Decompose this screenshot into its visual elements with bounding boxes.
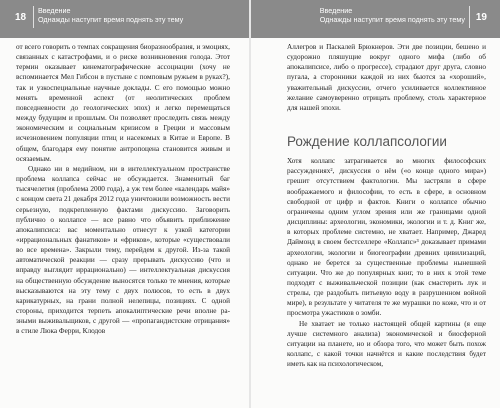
- running-header-chapter: Однажды наступит время поднять эту тему: [319, 15, 465, 24]
- paragraph: от всего говорить о темпах сокращения биоразнообразия, и эмоциях, связанных с катастрофами, и о риске возникновения голода. Этот термин оказывает кинематографические ассоциации (хочу не вспоминается Мел Гибсон в пустыне с помповым ружьем в руках?), так и узкоспециальные научные доклады. С его помощью можно менять временной аспект (от неолитических проблем повседневности до геологических эпох) и легко перемещаться между будущим и прошлым. Он позволяет проследить связь между экономическим и социальным кризисом в Греции и массовым исчезновением популяции птиц и насекомых в Китае и Европе. В общем, благодаря ему понятие антропоцена становится живым и осязаемым.: [16, 43, 230, 163]
- running-header-section: Введение: [38, 6, 71, 15]
- paragraph: Не хватает не только настоящей общей картины (я еще лучше системного анализа) экономической и биосферной ситуации на планете, но и обзора того, что может быть похож коллапс, с какой точки начнётся и какие последствия будет иметь как на психологическом,: [287, 319, 486, 369]
- running-header-chapter: Однажды наступит время поднять эту тему: [38, 15, 184, 24]
- right-page-header: [251, 0, 500, 38]
- paragraph: Хотя коллапс затрагивается во многих философских рассуждениях², дискуссия о нём («о конце одного мира») грешит отсутствием фактологии. Мы застряли в сфере воображаемого и философии, то есть в сфере, в основном свободной от цифр и фактов. Книги о коллапсе обычно ограничены одним углом зрения или же границами одной дисциплины: археологии, экономики, экологии и т. д. Книг же, в которых проблеме системно, не хватает. Например, Джаред Даймонд в своем бестселлере «Коллапс»³ доказывает примами археологии, экологии и биогеографии древних цивилизаций, однако не берется за существенные проблемы нынешней ситуации. Что же до популярных книг, то в них к этой теме подходят с выживальческой позиции (как смастерить лук и стрелы, где раздобыть питьевую воду в разрушенном войной мире), в результате у читателя те же мурашки по коже, что и от просмотра ужастиков о зомби.: [287, 157, 486, 318]
- right-page: [251, 0, 500, 408]
- paragraph: Аллегров и Паскалей Брюкнеров. Эти две позиции, бешено и судорожно пляшущие вокруг одного мифа (либо об апокалипсисе, либо о прогрессе), страдают друг друга, словно пугала, а сторонники каждой из них бьются за «хороший», уважительный дискуссии, отчего усиливается коллективное желание самоуверенно отрицать проблему, столь характерное для нашей эпохи.: [287, 43, 486, 112]
- section-title: Рождение коллапсологии: [287, 134, 447, 150]
- running-header-left: [38, 6, 183, 24]
- left-page-header: [0, 0, 249, 38]
- running-header-right: [320, 6, 465, 24]
- right-page-number: 19: [475, 12, 487, 23]
- header-divider: [33, 6, 34, 28]
- running-header-section: Введение: [319, 6, 353, 15]
- right-page-text: [287, 42, 486, 369]
- left-page-number: 18: [15, 12, 27, 23]
- left-page: [0, 0, 249, 408]
- left-page-text: [16, 42, 230, 337]
- paragraph: Однако ни в медийном, ни в интеллектуальном пространстве проблема коллапса сейчас не обсуждается. Знаменитый баг тысячелетия (проблема 2000 года), а уж тем более «календарь майя» с концом света 21 декабря 2012 года уничтожили возможность вести серьезную, подкрепленную фактами дискуссию. Заговорить публично о коллапсе — все равно что объявить приближение апокалипсиса: вас моментально отнесут к узкой категории «иррациональных фанатиков» и «фриков», которые «существовали во все времена». Закрыли тему, перейдем к другой. Из-за такой автоматической реакции — сразу прерывать дискуссию (что и вправду выглядит иррационально) — интеллектуальная дискуссия на общественную обсуждение выносятся только те мнения, которые высказываются на эту тему с двух полюсов, то есть в двух карикатурных, на грани полной нелепицы, позициях. С одной стороны, приходится терпеть апокалиптические речи вполне разными выживальщиков, с другой — «пропагандистские отрицания» в стиле Люка Ферри, Клодов: [16, 164, 230, 336]
- header-divider: [469, 6, 470, 28]
